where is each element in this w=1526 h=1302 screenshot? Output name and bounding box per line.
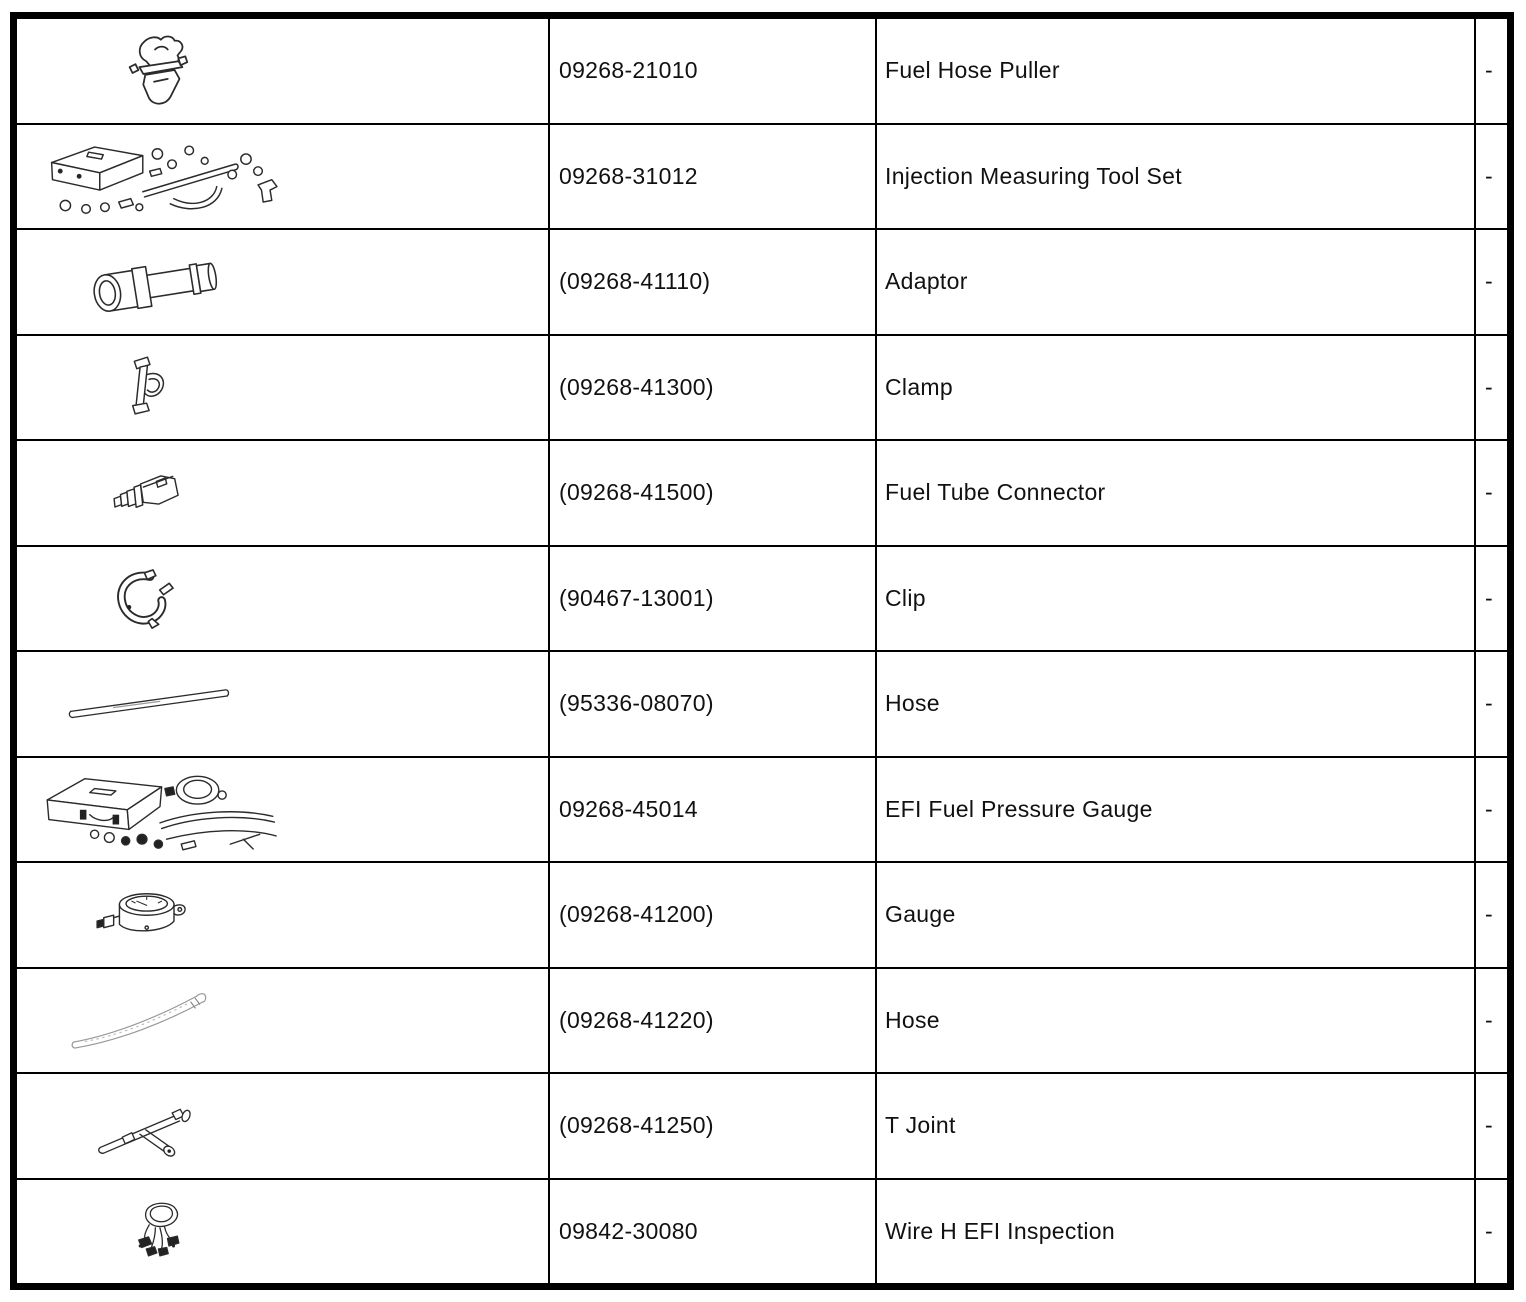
part-number: 09268-45014 [559,795,698,822]
tool-illustration-cell [17,863,548,967]
table-row [17,967,1507,1073]
tool-illustration-cell [17,758,548,862]
part-number: (09268-41200) [559,901,714,928]
part-number: (90467-13001) [559,584,714,611]
note-dash: - [1485,795,1493,822]
note-dash: - [1485,690,1493,717]
injection-measuring-tool-set-illustration-icon [27,135,305,221]
part-number: 09268-31012 [559,162,698,189]
table-row [17,756,1507,862]
tool-name: Clamp [885,373,953,400]
tool-name: T Joint [885,1112,956,1139]
tool-illustration-cell [17,19,548,123]
adaptor-illustration-icon [80,246,228,312]
clip-illustration-icon [112,567,174,633]
clamp-illustration-icon [117,349,173,427]
note-dash: - [1485,1006,1493,1033]
tool-name: EFI Fuel Pressure Gauge [885,795,1153,822]
note-dash: - [1485,268,1493,295]
part-number: (95336-08070) [559,690,714,717]
tool-illustration-cell [17,547,548,651]
part-number: 09268-21010 [559,57,698,84]
table-row [17,228,1507,334]
table-row [17,19,1507,123]
tool-name: Injection Measuring Tool Set [885,162,1182,189]
note-dash: - [1485,1217,1493,1244]
tool-name: Clip [885,584,926,611]
table-row [17,861,1507,967]
note-dash: - [1485,373,1493,400]
table-row [17,334,1507,440]
note-dash: - [1485,479,1493,506]
tool-name: Hose [885,690,940,717]
table-row [17,123,1507,229]
note-dash: - [1485,57,1493,84]
table-row [17,545,1507,651]
tool-illustration-cell [17,230,548,334]
table-row [17,1178,1507,1284]
sst-table [10,12,1514,1290]
hose-curved-illustration-icon [63,980,219,1056]
tool-name: Gauge [885,901,956,928]
part-number: (09268-41250) [559,1112,714,1139]
gauge-illustration-icon [93,883,193,945]
part-number: (09268-41500) [559,479,714,506]
tool-illustration-cell [17,125,548,229]
tool-name: Hose [885,1006,940,1033]
tool-name: Wire H EFI Inspection [885,1217,1115,1244]
tool-name: Adaptor [885,268,968,295]
table-row [17,439,1507,545]
efi-fuel-pressure-gauge-illustration-icon [19,764,301,858]
tool-illustration-cell [17,336,548,440]
part-number: (09268-41220) [559,1006,714,1033]
part-number: (09268-41110) [559,268,711,295]
wire-harness-illustration-icon [128,1196,188,1268]
hose-straight-illustration-icon [60,678,244,724]
table-row [17,650,1507,756]
tool-illustration-cell [17,1180,548,1284]
note-dash: - [1485,162,1493,189]
tool-name: Fuel Tube Connector [885,479,1106,506]
fuel-hose-puller-illustration-icon [120,28,192,116]
fuel-tube-connector-illustration-icon [107,469,187,517]
tool-illustration-cell [17,969,548,1073]
tool-illustration-cell [17,652,548,756]
note-dash: - [1485,1112,1493,1139]
table-row [17,1072,1507,1178]
tool-illustration-cell [17,1074,548,1178]
t-joint-illustration-icon [90,1092,200,1164]
part-number: 09842-30080 [559,1217,698,1244]
tool-name: Fuel Hose Puller [885,57,1060,84]
note-dash: - [1485,901,1493,928]
part-number: (09268-41300) [559,373,714,400]
note-dash: - [1485,584,1493,611]
tool-illustration-cell [17,441,548,545]
